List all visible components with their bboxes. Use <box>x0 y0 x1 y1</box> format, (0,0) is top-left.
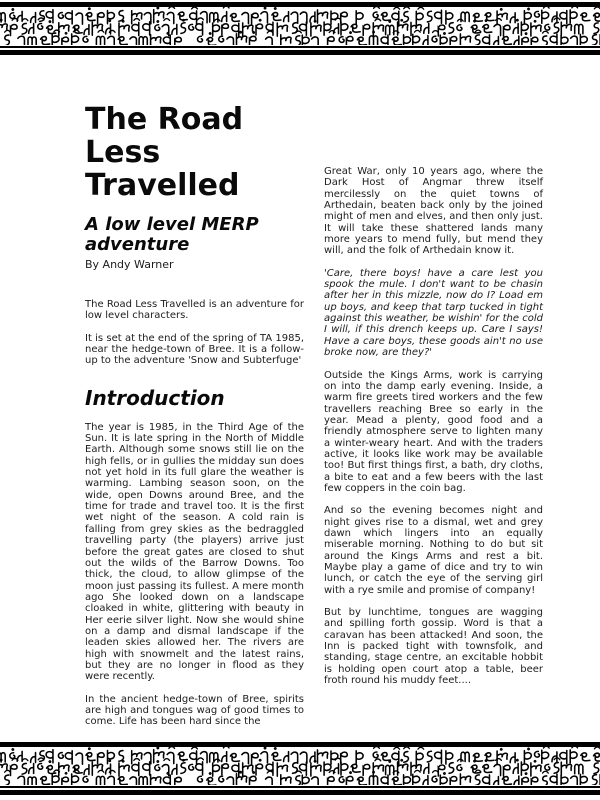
paragraph: It is set at the end of the spring of TA 1985, near the hedge-town of Bree. It is a follow-up to the adventure 'Snow and Subterfuge' <box>85 332 304 367</box>
border-rule-thick <box>0 790 600 795</box>
paragraph: Outside the Kings Arms, work is carrying on into the damp early evening. Inside, a warm fire greets tired workers and the few travellers reaching Bree so early in the year. Mead a plenty, good food and a friendly atmosphere serve to lighten many a winter-weary heart. And with the traders active, it looks like work may be available too! But first things first, a bath, dry cloths, a bite to eat and a few beers with the last few coppers in the coin bag. <box>324 369 543 494</box>
tengwar-script-bottom <box>0 747 600 785</box>
byline: By Andy Warner <box>85 258 174 271</box>
paragraph: The year is 1985, in the Third Age of the Sun. It is late spring in the North of Middle Earth. Although some snows still lie on the high fells, or in gullies the midday sun does not yet hold in its full glare the weather is warming. Lambing season soon, on the wide, open Downs around Bree, and the time for trade and travel too. It is the first wet night of the season. A cold rain is falling from grey skies as the bedraggled travelling party (the players) arrive just before the great gates are closed to shut out the wilds of the Barrow Downs. Too thick, the cloud, to allow glimpse of the moon just passing its fullest. A mere month ago She looked down on a landscape cloaked in white, glittering with beauty in Her eerie silver light. Now she would shine on a damp and dismal landscape if the leaden skies allowed her. The rivers are high with snowmelt and the latest rains, but they are no longer in flood as they were recently. <box>85 421 304 683</box>
section-heading-introduction: Introduction <box>85 385 225 410</box>
page-title: The Road Less Travelled <box>85 102 244 203</box>
subtitle: A low level MERP adventure <box>85 214 259 255</box>
paragraph: And so the evening becomes night and night gives rise to a dismal, wet and grey dawn which lingers into an equally miserable morning. Nothing to do but sit around the Kings Arms and rest a bit. Maybe play a game of dice and try to win lunch, or catch the eye of the serving girl with a rye smile and promise of company! <box>324 505 543 596</box>
paragraph: In the ancient hedge-town of Bree, spirits are high and tongues wag of good times to come. Life has been hard since the <box>85 693 304 728</box>
left-column <box>85 0 304 728</box>
quote-paragraph: 'Care, there boys! have a care lest you spook the mule. I don't want to be chasin after her in this mizzle, now do I? Load em up boys, and keep that tarp tucked in tight against this weather, be wishin' for the cold I will, if this drench keeps up. Care I says! Have a care boys, these goods ain't no use broke now, are they?' <box>324 267 543 359</box>
tengwar-border-bottom <box>0 742 600 795</box>
paragraph: The Road Less Travelled is an adventure for low level characters. <box>85 299 304 322</box>
paragraph: But by lunchtime, tongues are wagging and spilling forth gossip. Word is that a caravan has been attacked! And soon, the Inn is packed tight with townsfolk, and standing, stage centre, an excitable hobbit is holding open court atop a table, beer froth round his muddy feet.... <box>324 607 543 687</box>
paragraph: Great War, only 10 years ago, where the Dark Host of Angmar threw itself mercilessly on the quiet towns of Arthedain, beaten back only by the joined might of men and elves, and then only just. It will take these shattered lands many more years to mend fully, but mend they will, and the folk of Arthedain know it. <box>324 166 543 257</box>
right-column <box>324 166 543 686</box>
